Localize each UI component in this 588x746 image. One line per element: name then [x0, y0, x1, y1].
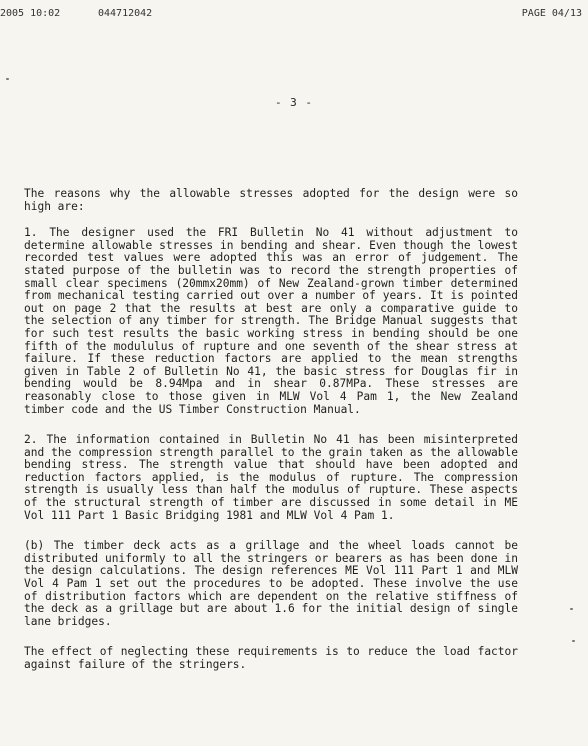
paragraph-2: 2. The information contained in Bulletin No 41 has been misinterpreted and the compression strength parallel to the grain taken as the allowable bending stress. The strength value that should have been adopted and reduction factors applied, is the modulus of rupture. The compression strength is usually less than half the modulus of rupture. These aspects of the structural strength of timber are discussed in some detail in ME Vol 111 Part 1 Basic Bridging 1981 and MLW Vol 4 Pam 1. [24, 433, 518, 522]
fax-header [0, 8, 588, 22]
document-body [24, 188, 518, 690]
scan-speck [570, 608, 573, 610]
fax-date: 2005 10:02 [0, 8, 61, 19]
scan-speck [6, 78, 9, 80]
fax-number: 044712042 [98, 8, 153, 19]
paragraph-b: (b) The timber deck acts as a grillage and the wheel loads cannot be distributed uniformly to all the stringers or bearers as has been done in the design calculations. The design references ME Vol 111 Part 1 and MLW Vol 4 Pam 1 set out the procedures to be adopted. These involve the use of distribution factors which are dependent on the relative stiffness of the deck as a grillage but are about 1.6 for the initial design of single lane bridges. [24, 539, 518, 628]
scan-speck [572, 640, 575, 642]
fax-page-indicator: PAGE 04/13 [521, 8, 582, 19]
paragraph-effect: The effect of neglecting these requirements is to reduce the load factor against failure of the stringers. [24, 645, 518, 671]
intro-paragraph: The reasons why the allowable stresses adopted for the design were so high are: [24, 187, 518, 213]
paragraph-1: 1. The designer used the FRI Bulletin No 41 without adjustment to determine allowable stresses in bending and shear. Even though the lowest recorded test values were adopted this was an error of judgement. The stated purpose of the bulletin was to record the strength properties of small clear specimens (20mmx20mm) of New Zealand-grown timber determined from mechanical testing carried out over a number of years. It is pointed out on page 2 that the results at best are only a comparative guide to the selection of any timber for strength. The Bridge Manual suggests that for such test results the basic working stress in bending should be one fifth of the modululus of rupture and one seventh of the shear stress at failure. If these reduction factors are applied to the mean strengths given in Table 2 of Bulletin No 41, the basic stress for Douglas fir in bending would be 8.94Mpa and in shear 0.87MPa. These stresses are reasonably close to those given in MLW Vol 4 Pam 1, the New Zealand timber code and the US Timber Construction Manual. [24, 226, 518, 416]
page-number: - 3 - [274, 96, 314, 109]
